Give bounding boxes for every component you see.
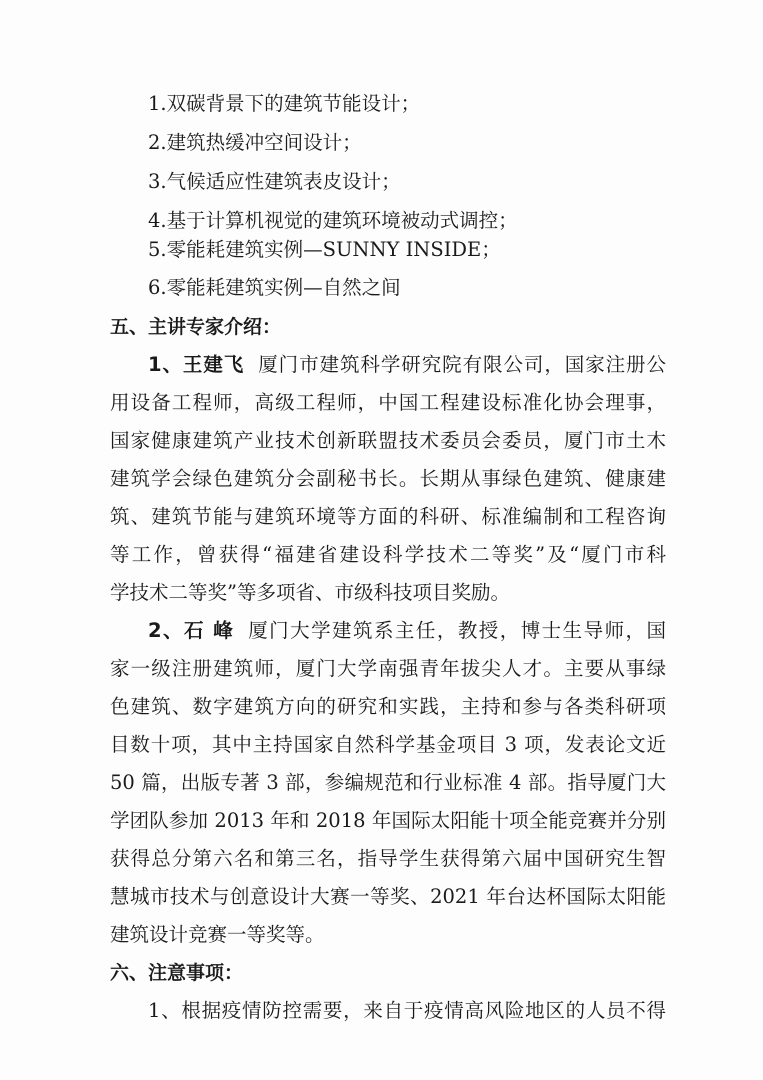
paragraph-line: 慧城市技术与创意设计大赛一等奖、2021 年台达杯国际太阳能 <box>110 885 666 908</box>
paragraph-line: 学技术二等奖”等多项省、市级科技项目奖励。 <box>110 581 510 604</box>
expert-name: 2、石 峰 <box>148 619 235 642</box>
paragraph-line: 色建筑、数字建筑方向的研究和实践，主持和参与各类科研项 <box>110 695 666 718</box>
paragraph-line: 建筑学会绿色建筑分会副秘书长。长期从事绿色建筑、健康建 <box>110 467 666 490</box>
list-item: 5.零能耗建筑实例—SUNNY INSIDE； <box>148 238 501 261</box>
paragraph-line: 建筑设计竞赛一等奖等。 <box>110 923 325 946</box>
paragraph-line: 国家健康建筑产业技术创新联盟技术委员会委员，厦门市土木 <box>110 429 666 452</box>
paragraph-line: 1、根据疫情防控需要，来自于疫情高风险地区的人员不得 <box>148 999 666 1022</box>
list-item: 2.建筑热缓冲空间设计； <box>148 131 362 154</box>
expert-name: 1、王建飞 <box>148 353 245 376</box>
list-item: 3.气候适应性建筑表皮设计； <box>148 170 401 193</box>
section-heading: 六、注意事项： <box>110 962 244 984</box>
paragraph-line: 等工作，曾获得“福建省建设科学技术二等奖”及“厦门市科 <box>110 543 666 566</box>
list-item: 1.双碳背景下的建筑节能设计； <box>148 92 421 115</box>
expert-intro-line <box>148 346 666 384</box>
list-item: 6.零能耗建筑实例—自然之间 <box>148 276 401 299</box>
paragraph-line: 家一级注册建筑师，厦门大学南强青年拔尖人才。主要从事绿 <box>110 657 666 680</box>
paragraph-line: 50 篇，出版专著 3 部，参编规范和行业标准 4 部。指导厦门大 <box>110 771 666 794</box>
expert-text: 厦门市建筑科学研究院有限公司，国家注册公 <box>258 353 666 376</box>
list-item: 4.基于计算机视觉的建筑环境被动式调控； <box>148 209 518 232</box>
expert-intro-line <box>148 612 666 650</box>
paragraph-line: 获得总分第六名和第三名，指导学生获得第六届中国研究生智 <box>110 847 666 870</box>
expert-text: 厦门大学建筑系主任，教授，博士生导师，国 <box>248 619 666 642</box>
paragraph-line: 用设备工程师，高级工程师，中国工程建设标准化协会理事， <box>110 391 666 414</box>
paragraph-line: 学团队参加 2013 年和 2018 年国际太阳能十项全能竞赛并分别 <box>110 809 666 832</box>
paragraph-line: 目数十项，其中主持国家自然科学基金项目 3 项，发表论文近 <box>110 733 666 756</box>
section-heading: 五、主讲专家介绍： <box>110 316 282 338</box>
paragraph-line: 筑、建筑节能与建筑环境等方面的科研、标准编制和工程咨询 <box>110 505 666 528</box>
